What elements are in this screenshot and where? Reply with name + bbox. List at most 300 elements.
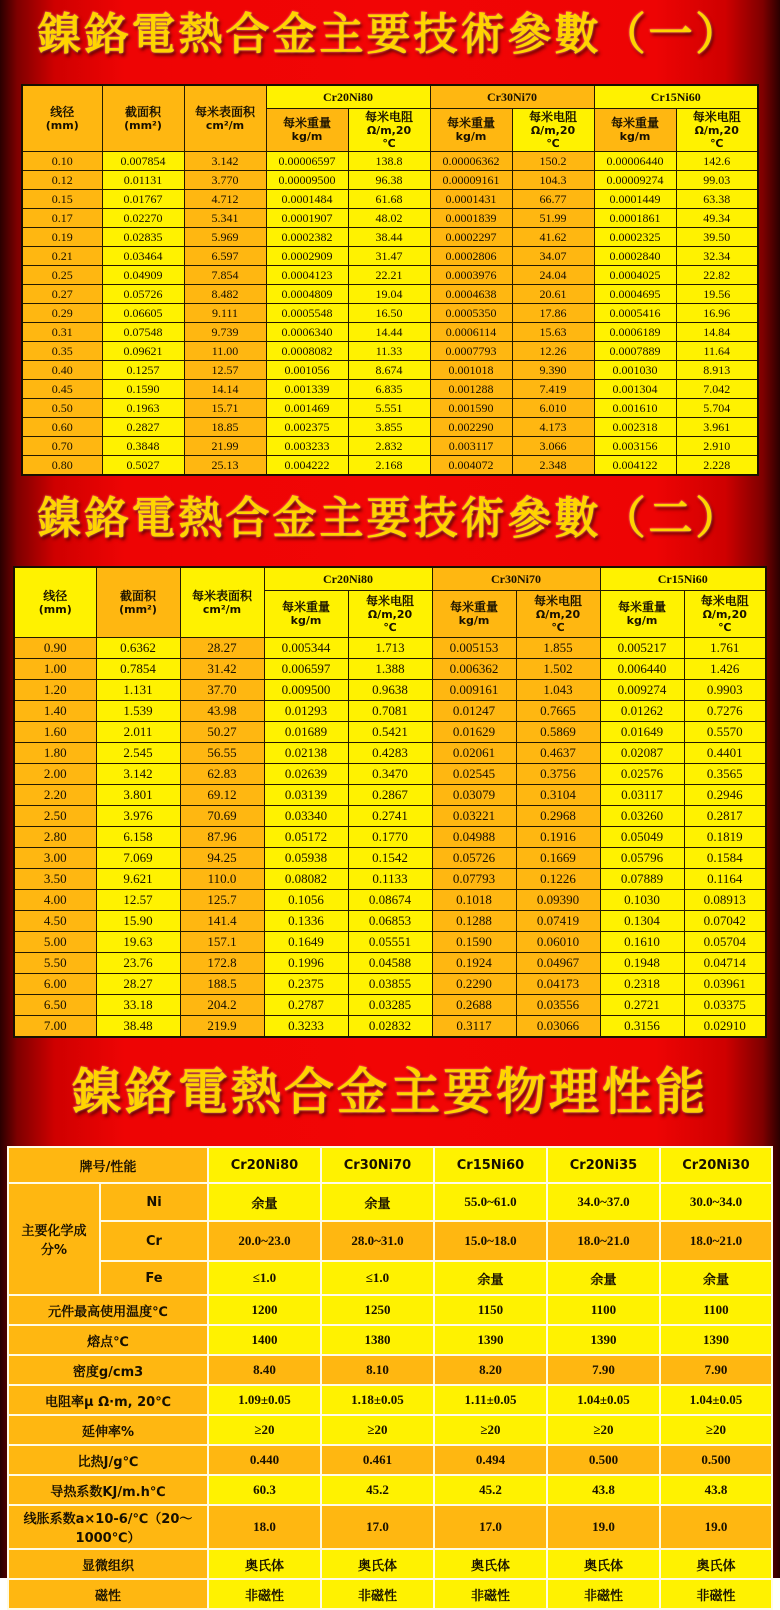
cell: 96.38 (348, 171, 430, 190)
cell: 0.04714 (684, 953, 766, 974)
cell: 0.1924 (432, 953, 516, 974)
cell: 5.00 (14, 932, 96, 953)
section2-title: 鎳鉻電熱合金主要技術參數（二） (37, 493, 743, 544)
cell: 19.56 (676, 285, 758, 304)
row-label: 延伸率% (8, 1415, 208, 1445)
cell: 0.05704 (684, 932, 766, 953)
cell: 0.002290 (430, 418, 512, 437)
header-diameter-unit: (mm) (45, 118, 79, 132)
cell: 0.03340 (264, 806, 348, 827)
table-row (14, 806, 766, 827)
table-row (22, 209, 758, 228)
cell: 172.8 (180, 953, 264, 974)
cell: 1.761 (684, 638, 766, 659)
cell: 0.02832 (348, 1016, 432, 1038)
cell: 1.11±0.05 (434, 1385, 547, 1415)
cell: 0.10 (22, 152, 102, 171)
cell: 43.8 (547, 1475, 660, 1505)
resistance-temp: ℃ (710, 136, 724, 150)
header-brand-cr20ni30: Cr20Ni30 (660, 1147, 772, 1183)
cell: 2.00 (14, 764, 96, 785)
header-surface-unit: cm²/m (205, 118, 245, 132)
cell: 0.001590 (430, 399, 512, 418)
table-row (14, 764, 766, 785)
cell: 0.0002325 (594, 228, 676, 247)
cell: 0.2721 (600, 995, 684, 1016)
cell: 0.02639 (264, 764, 348, 785)
cell: 1.40 (14, 701, 96, 722)
cell: 0.0004123 (266, 266, 348, 285)
table-row (14, 680, 766, 701)
cell: 0.04909 (102, 266, 184, 285)
cell: 3.00 (14, 848, 96, 869)
cell: 0.00006362 (430, 152, 512, 171)
table-row (14, 722, 766, 743)
weight-unit: kg/m (455, 130, 487, 143)
header-diameter (22, 85, 102, 152)
cell: 0.05726 (102, 285, 184, 304)
header-area-unit: (mm²) (119, 602, 157, 616)
cell: 0.01629 (432, 722, 516, 743)
cell: 38.44 (348, 228, 430, 247)
cell: 0.02087 (600, 743, 684, 764)
cell: 41.62 (512, 228, 594, 247)
cell: 12.57 (184, 361, 266, 380)
cell: 0.0003976 (430, 266, 512, 285)
cell: 8.674 (348, 361, 430, 380)
cell: 0.7854 (96, 659, 180, 680)
cell: 188.5 (180, 974, 264, 995)
table-row (14, 911, 766, 932)
cell: 0.1649 (264, 932, 348, 953)
cell: 6.835 (348, 380, 430, 399)
cell: 25.13 (184, 456, 266, 476)
header-weight (430, 109, 512, 152)
table-row (14, 701, 766, 722)
cell: 0.04173 (516, 974, 600, 995)
cell: 0.0001431 (430, 190, 512, 209)
cell: 19.04 (348, 285, 430, 304)
cell: 3.855 (348, 418, 430, 437)
cell: 0.005153 (432, 638, 516, 659)
cell: 0.08082 (264, 869, 348, 890)
cell: 125.7 (180, 890, 264, 911)
cell: 87.96 (180, 827, 264, 848)
physical-properties-table (7, 1146, 773, 1610)
cell: 0.0007889 (594, 342, 676, 361)
header-brand-cr20ni80: Cr20Ni80 (264, 567, 432, 591)
cell: 1100 (660, 1295, 772, 1325)
cell: 0.4283 (348, 743, 432, 764)
cell: 0.1770 (348, 827, 432, 848)
cell: 34.0~37.0 (547, 1183, 660, 1221)
cell: 3.50 (14, 869, 96, 890)
cell: 7.90 (547, 1355, 660, 1385)
cell: 2.80 (14, 827, 96, 848)
row-label: 电阻率μ Ω·m, 20℃ (8, 1385, 208, 1415)
cell: 62.83 (180, 764, 264, 785)
cell: 0.0005350 (430, 304, 512, 323)
cell: 0.08913 (684, 890, 766, 911)
cell: 0.03066 (516, 1016, 600, 1038)
cell: 7.419 (512, 380, 594, 399)
cell: ≤1.0 (321, 1261, 434, 1295)
cell: 4.50 (14, 911, 96, 932)
cell: 19.0 (660, 1505, 772, 1549)
cell: 0.05049 (600, 827, 684, 848)
cell: 0.461 (321, 1445, 434, 1475)
resistance-unit: Ω/m,20 (530, 123, 576, 137)
cell: 0.00006597 (266, 152, 348, 171)
cell: 7.854 (184, 266, 266, 285)
cell: 0.1590 (102, 380, 184, 399)
cell: 0.17 (22, 209, 102, 228)
cell: 0.3104 (516, 785, 600, 806)
cell: 0.01293 (264, 701, 348, 722)
cell: 1.043 (516, 680, 600, 701)
resistance-unit: Ω/m,20 (367, 607, 413, 621)
table-row (8, 1355, 772, 1385)
cell: ≥20 (321, 1415, 434, 1445)
row-label: 元件最高使用温度℃ (8, 1295, 208, 1325)
resistance-unit: Ω/m,20 (702, 607, 747, 621)
cell: 0.4401 (684, 743, 766, 764)
header-surface (184, 85, 266, 152)
cell: 0.07042 (684, 911, 766, 932)
cell: 15.0~18.0 (434, 1221, 547, 1261)
cell: 0.1018 (432, 890, 516, 911)
table-row (14, 659, 766, 680)
cell: 0.45 (22, 380, 102, 399)
cell: 33.18 (96, 995, 180, 1016)
header-brand-cr15ni60: Cr15Ni60 (594, 85, 758, 109)
cell: 余量 (434, 1261, 547, 1295)
cell: 0.0002382 (266, 228, 348, 247)
header-brand-cr30ni70: Cr30Ni70 (432, 567, 600, 591)
cell: 31.42 (180, 659, 264, 680)
cell: 0.80 (22, 456, 102, 476)
cell: 1.04±0.05 (660, 1385, 772, 1415)
cell: 0.0002840 (594, 247, 676, 266)
weight-unit: kg/m (626, 614, 658, 627)
cell: 0.001339 (266, 380, 348, 399)
cell: 1250 (321, 1295, 434, 1325)
cell: 0.09621 (102, 342, 184, 361)
header-diameter-label: 线径 (50, 104, 75, 119)
resistance-unit: Ω/m,20 (694, 123, 739, 137)
cell: 1.80 (14, 743, 96, 764)
cell: 0.1963 (102, 399, 184, 418)
header-brand-cr20ni80: Cr20Ni80 (208, 1147, 321, 1183)
cell: 8.20 (434, 1355, 547, 1385)
cell: 142.6 (676, 152, 758, 171)
cell: 0.2817 (684, 806, 766, 827)
cell: 15.71 (184, 399, 266, 418)
cell: 9.739 (184, 323, 266, 342)
table-row (22, 399, 758, 418)
section1-title: 鎳鉻電熱合金主要技術參數（一） (37, 9, 743, 60)
cell: 非磁性 (208, 1579, 321, 1609)
resistance-label: 每米电阻 (528, 109, 577, 124)
cell: 0.09390 (516, 890, 600, 911)
cell: 0.0008082 (266, 342, 348, 361)
table-row (8, 1549, 772, 1579)
table-row (14, 848, 766, 869)
resistance-unit: Ω/m,20 (535, 607, 581, 621)
cell: 6.50 (14, 995, 96, 1016)
table-row (14, 785, 766, 806)
brand-header-row (22, 85, 758, 109)
cell: 0.5027 (102, 456, 184, 476)
cell: 5.551 (348, 399, 430, 418)
cell: 0.001304 (594, 380, 676, 399)
table-row (14, 953, 766, 974)
cell: 0.01131 (102, 171, 184, 190)
cell: 0.0001484 (266, 190, 348, 209)
cell: ≥20 (660, 1415, 772, 1445)
cell: 0.500 (547, 1445, 660, 1475)
cell: 0.00009274 (594, 171, 676, 190)
cell: 0.001469 (266, 399, 348, 418)
cell: 1150 (434, 1295, 547, 1325)
cell: 0.02576 (600, 764, 684, 785)
cell: 0.007854 (102, 152, 184, 171)
cell: 0.3470 (348, 764, 432, 785)
cell: 56.55 (180, 743, 264, 764)
cell: 0.001056 (266, 361, 348, 380)
cell: 43.8 (660, 1475, 772, 1505)
cell: 2.20 (14, 785, 96, 806)
cell: 0.3756 (516, 764, 600, 785)
cell: 0.03260 (600, 806, 684, 827)
weight-label: 每米重量 (449, 600, 498, 614)
cell: 0.1056 (264, 890, 348, 911)
cell: 63.38 (676, 190, 758, 209)
header-weight (264, 591, 348, 638)
resistance-label: 每米电阻 (364, 109, 413, 124)
cell: 0.0001861 (594, 209, 676, 228)
cell: 0.40 (22, 361, 102, 380)
cell: 49.34 (676, 209, 758, 228)
row-label: 显微组织 (8, 1549, 208, 1579)
resistance-temp: ℃ (718, 620, 732, 634)
table-row (8, 1415, 772, 1445)
cell: 奥氏体 (434, 1549, 547, 1579)
resistance-label: 每米电阻 (692, 109, 741, 124)
cell: 2.832 (348, 437, 430, 456)
cell: 8.482 (184, 285, 266, 304)
cell: 45.2 (321, 1475, 434, 1505)
weight-label: 每米重量 (446, 116, 495, 130)
brand-header-row (14, 567, 766, 591)
cell: 0.1164 (684, 869, 766, 890)
cell: 1200 (208, 1295, 321, 1325)
header-diameter-unit: (mm) (38, 602, 72, 616)
cell: 2.168 (348, 456, 430, 476)
cell: 3.142 (96, 764, 180, 785)
cell: 19.0 (547, 1505, 660, 1549)
cell: 1.04±0.05 (547, 1385, 660, 1415)
cell: 0.03375 (684, 995, 766, 1016)
cell: 0.0006340 (266, 323, 348, 342)
row-label: Cr (100, 1221, 208, 1261)
cell: 0.00009500 (266, 171, 348, 190)
cell: 0.2968 (516, 806, 600, 827)
table-row (22, 342, 758, 361)
cell: 0.04988 (432, 827, 516, 848)
cell: 0.0007793 (430, 342, 512, 361)
header-weight (594, 109, 676, 152)
cell: 15.90 (96, 911, 180, 932)
cell: 0.05796 (600, 848, 684, 869)
cell: 0.006362 (432, 659, 516, 680)
cell: 9.390 (512, 361, 594, 380)
cell: 0.001610 (594, 399, 676, 418)
cell: 20.0~23.0 (208, 1221, 321, 1261)
header-resistance (676, 109, 758, 152)
cell: 0.15 (22, 190, 102, 209)
cell: 0.1542 (348, 848, 432, 869)
cell: 3.066 (512, 437, 594, 456)
header-grade-property: 牌号/性能 (8, 1147, 208, 1183)
cell: 204.2 (180, 995, 264, 1016)
cell: 14.84 (676, 323, 758, 342)
cell: 150.2 (512, 152, 594, 171)
cell: 14.44 (348, 323, 430, 342)
cell: 0.02910 (684, 1016, 766, 1038)
cell: 1390 (434, 1325, 547, 1355)
header-resistance (348, 591, 432, 638)
cell: 0.004072 (430, 456, 512, 476)
header-surface-label: 每米表面积 (191, 588, 252, 603)
weight-unit: kg/m (619, 130, 651, 143)
cell: 0.2741 (348, 806, 432, 827)
cell: 奥氏体 (547, 1549, 660, 1579)
cell: 16.96 (676, 304, 758, 323)
cell: 0.04967 (516, 953, 600, 974)
table-row (14, 932, 766, 953)
cell: 11.64 (676, 342, 758, 361)
cell: 0.25 (22, 266, 102, 285)
header-area (102, 85, 184, 152)
cell: 60.3 (208, 1475, 321, 1505)
cell: 0.05938 (264, 848, 348, 869)
cell: 余量 (321, 1183, 434, 1221)
cell: 0.3156 (600, 1016, 684, 1038)
cell: 0.2787 (264, 995, 348, 1016)
cell: 0.0004638 (430, 285, 512, 304)
cell: 4.173 (512, 418, 594, 437)
cell: 0.7276 (684, 701, 766, 722)
cell: 1.426 (684, 659, 766, 680)
cell: 21.99 (184, 437, 266, 456)
cell: 2.011 (96, 722, 180, 743)
cell: 32.34 (676, 247, 758, 266)
table-row (14, 869, 766, 890)
cell: 奥氏体 (321, 1549, 434, 1579)
table-row (22, 228, 758, 247)
cell: 0.0004695 (594, 285, 676, 304)
cell: ≥20 (547, 1415, 660, 1445)
cell: 0.0002806 (430, 247, 512, 266)
cell: 70.69 (180, 806, 264, 827)
header-brand-cr30ni70: Cr30Ni70 (321, 1147, 434, 1183)
cell: 0.3233 (264, 1016, 348, 1038)
cell: 0.03079 (432, 785, 516, 806)
cell: 45.2 (434, 1475, 547, 1505)
cell: 17.0 (434, 1505, 547, 1549)
resistance-label: 每米电阻 (365, 593, 414, 608)
cell: 1390 (547, 1325, 660, 1355)
cell: 1.18±0.05 (321, 1385, 434, 1415)
cell: 0.7081 (348, 701, 432, 722)
cell: 0.03855 (348, 974, 432, 995)
header-surface-unit: cm²/m (202, 602, 242, 616)
cell: 0.27 (22, 285, 102, 304)
cell: 66.77 (512, 190, 594, 209)
cell: 奥氏体 (208, 1549, 321, 1579)
table-row (8, 1325, 772, 1355)
cell: 2.228 (676, 456, 758, 476)
weight-label: 每米重量 (617, 600, 666, 614)
cell: 5.969 (184, 228, 266, 247)
table-row (22, 247, 758, 266)
cell: 55.0~61.0 (434, 1183, 547, 1221)
cell: 0.1288 (432, 911, 516, 932)
cell: 0.01689 (264, 722, 348, 743)
cell: 1.131 (96, 680, 180, 701)
cell: 4.00 (14, 890, 96, 911)
cell: 0.06853 (348, 911, 432, 932)
cell: 9.111 (184, 304, 266, 323)
cell: 0.01262 (600, 701, 684, 722)
cell: 非磁性 (434, 1579, 547, 1609)
cell: 99.03 (676, 171, 758, 190)
cell: 23.76 (96, 953, 180, 974)
cell: 104.3 (512, 171, 594, 190)
cell: 0.07419 (516, 911, 600, 932)
cell: 0.07548 (102, 323, 184, 342)
cell: 0.009274 (600, 680, 684, 701)
cell: 0.0006114 (430, 323, 512, 342)
cell: 0.002318 (594, 418, 676, 437)
cell: 0.19 (22, 228, 102, 247)
weight-unit: kg/m (458, 614, 490, 627)
cell: 22.82 (676, 266, 758, 285)
cell: 0.0004809 (266, 285, 348, 304)
table-row (8, 1221, 772, 1261)
cell: 14.14 (184, 380, 266, 399)
cell: 69.12 (180, 785, 264, 806)
cell: 3.976 (96, 806, 180, 827)
header-area-unit: (mm²) (124, 118, 162, 132)
resistance-label: 每米电阻 (533, 593, 582, 608)
row-label: 磁性 (8, 1579, 208, 1609)
cell: 0.21 (22, 247, 102, 266)
cell: 0.07793 (432, 869, 516, 890)
cell: ≤1.0 (208, 1261, 321, 1295)
cell: 61.68 (348, 190, 430, 209)
table-row (14, 890, 766, 911)
header-weight (432, 591, 516, 638)
cell: 1.713 (348, 638, 432, 659)
cell: 0.006440 (600, 659, 684, 680)
cell: 18.0~21.0 (547, 1221, 660, 1261)
cell: 1380 (321, 1325, 434, 1355)
cell: 3.961 (676, 418, 758, 437)
cell: 0.35 (22, 342, 102, 361)
cell: 0.0002909 (266, 247, 348, 266)
